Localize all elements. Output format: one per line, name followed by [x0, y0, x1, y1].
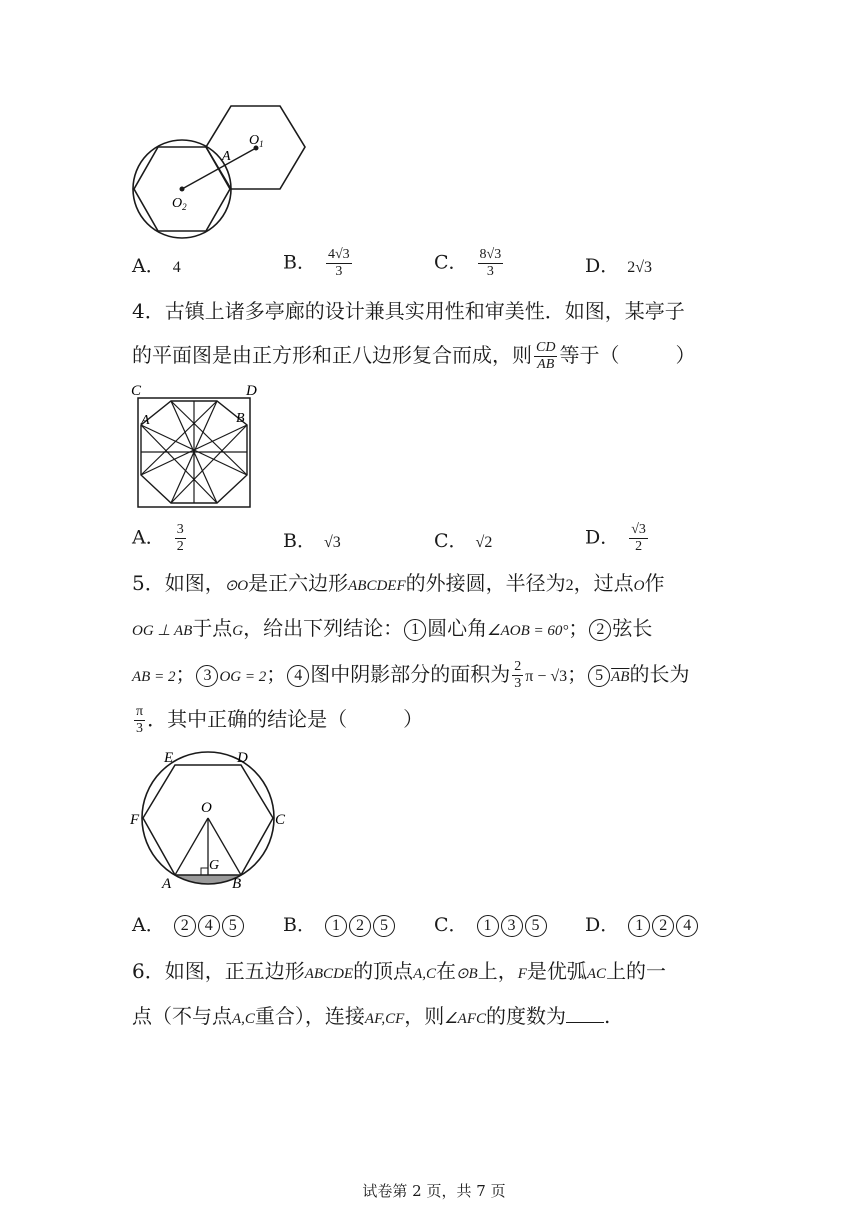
q6-stem-line2: 点（不与点A,C重合），连接AF,CF，则∠AFC的度数为 . [132, 1004, 611, 1028]
q3-option-d: D． 2√3 [585, 255, 653, 277]
q5-figure [125, 745, 290, 895]
q5-stem-line1: 5．如图，⊙O是正六边形ABCDEF的外接圆，半径为2，过点O作 [132, 571, 665, 595]
segment-oa [175, 818, 208, 875]
octagon-diagonals [141, 401, 247, 503]
q3-option-a: A． 4 [132, 255, 181, 277]
label-o2: $O_2$ [172, 196, 187, 212]
segment-o1-o2 [182, 148, 256, 189]
point-o2 [180, 187, 185, 192]
q4-option-c: C． √2 [434, 530, 493, 552]
label-o1: $O_1$ [249, 133, 264, 149]
label-e: E [164, 750, 174, 766]
q3-figure [125, 100, 315, 245]
label-c: C [131, 383, 142, 399]
label-o: O [201, 800, 212, 816]
q5-stem-line2: OG ⊥ AB于点G，给出下列结论： 1 圆心角∠AOB = 60°； 2 弦长 [132, 616, 653, 640]
q4-stem-line1: 4．古镇上诸多亭廊的设计兼具实用性和审美性．如图，某亭子 [132, 299, 685, 323]
label-a: A [222, 149, 231, 164]
label-a: A [141, 413, 150, 428]
label-b: B [236, 411, 245, 426]
q5-stem-line3: AB = 2； 3 OG = 2； 4 图中阴影部分的面积为 $\frac{2}{3}$ π − √3； 5 $\overline{AB}$的长为 [132, 659, 690, 691]
label-g: G [209, 858, 220, 873]
page-footer: 试卷第 2 页，共 7 页 [362, 1182, 506, 1200]
label-c: C [275, 812, 286, 828]
q4-figure [128, 380, 263, 510]
q5-option-a: A． 2 4 5 [132, 910, 245, 940]
label-d: D [237, 750, 248, 766]
q5-option-d: D． 1 2 4 [585, 910, 699, 940]
q3-option-c: C． $\frac{8√3}{3}$ [434, 247, 502, 279]
q5-stem-line4: $\frac{\pi}{3}$ ．其中正确的结论是（ ） [136, 704, 424, 736]
q3-option-b: B． $\frac{4√3}{3}$ [283, 247, 350, 279]
answer-blank[interactable] [566, 1002, 604, 1023]
label-f: F [130, 812, 140, 828]
q5-option-b: B． 1 2 5 [283, 910, 396, 940]
q4-option-b: B． √3 [283, 530, 341, 552]
right-angle-mark [201, 868, 208, 875]
label-a: A [162, 876, 172, 892]
q5-option-c: C． 1 3 5 [434, 910, 548, 940]
q6-stem-line1: 6．如图，正五边形ABCDE的顶点A,C在⊙B上，F是优弧AC上的一 [132, 959, 667, 983]
q4-option-d: D． $\frac{√3}{2}$ [585, 522, 646, 554]
q4-option-a: A． $\frac{3}{2}$ [132, 522, 184, 554]
label-d: D [246, 383, 257, 399]
q4-stem-line2: 的平面图是由正方形和正八边形复合而成，则 $\frac{CD}{AB}$ 等于（ ） [132, 340, 696, 372]
label-b: B [232, 876, 242, 892]
